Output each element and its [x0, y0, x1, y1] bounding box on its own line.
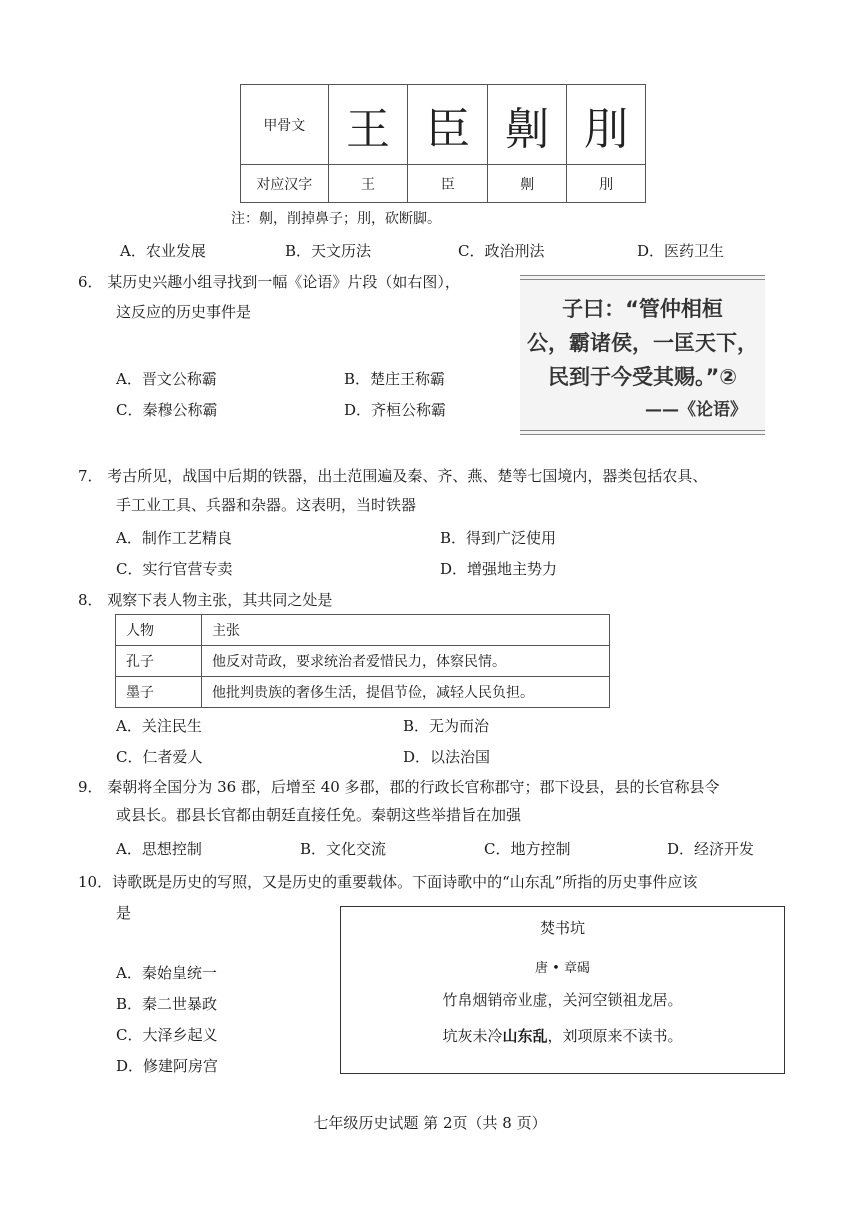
char-cell: 臣 — [408, 165, 488, 203]
char-cell: 劓 — [488, 165, 567, 203]
q9-option-a: A．思想控制 — [116, 840, 202, 858]
oracle-glyph: 臣 — [425, 103, 470, 155]
q5-option-b: B．天文历法 — [285, 242, 372, 260]
q6-option-d: D．齐桓公称霸 — [344, 401, 447, 419]
analects-line: 公，霸诸侯，一匡天下， — [527, 331, 758, 355]
oracle-glyph: 刖 — [584, 103, 629, 155]
q6-option-b: B．楚庄王称霸 — [344, 370, 446, 388]
q8-option-c: C．仁者爱人 — [116, 748, 203, 766]
page-footer: 七年级历史试题 第 2页（共 8 页） — [313, 1114, 547, 1132]
analects-line: 子曰：“管仲相桓 — [562, 297, 723, 321]
q7-stem-line2: 手工业工具、兵器和杂器。这表明，当时铁器 — [116, 496, 417, 514]
row-label-chars: 对应汉字 — [241, 165, 329, 203]
q5-option-d: D．医药卫生 — [637, 242, 725, 260]
analects-source: ——《论语》 — [645, 400, 747, 420]
table-row — [116, 677, 610, 708]
q6-option-c: C．秦穆公称霸 — [116, 401, 218, 419]
analects-line: 民到于今受其赐。”② — [547, 365, 738, 389]
q6-stem-line1: 6． 某历史兴趣小组寻找到一幅《论语》片段（如右图）， — [78, 273, 460, 291]
q10-option-c: C．大泽乡起义 — [116, 1026, 218, 1044]
char-cell: 刖 — [567, 165, 646, 203]
row-label-oracle: 甲骨文 — [241, 85, 329, 165]
q9-option-c: C．地方控制 — [484, 840, 571, 858]
q5-option-c: C．政治刑法 — [458, 242, 545, 260]
q6-option-a: A．晋文公称霸 — [116, 370, 217, 388]
q8-option-d: D．以法治国 — [403, 748, 491, 766]
q9-stem-line1: 9． 秦朝将全国分为 36 郡，后增至 40 多郡，郡的行政长官称郡守；郡下设县，县的长官称县令 — [78, 778, 720, 796]
q10-stem-line1: 10．诗歌既是历史的写照，又是历史的重要载体。下面诗歌中的“山东乱”所指的历史事件应该 — [78, 873, 698, 891]
analects-image — [520, 275, 765, 435]
oracle-glyph: 王 — [346, 103, 391, 155]
q5-option-a: A．农业发展 — [120, 242, 206, 260]
table-row — [116, 646, 610, 677]
poem-box — [340, 906, 785, 1074]
q9-option-d: D．经济开发 — [667, 840, 755, 858]
poem-line-2 — [341, 1025, 784, 1046]
q7-option-a: A．制作工艺精良 — [116, 529, 232, 547]
q10-stem-line2: 是 — [116, 904, 132, 922]
q5-note: 注：劓，削掉鼻子；刖，砍断脚。 — [231, 211, 441, 227]
poem-line-1: 竹帛烟销帝业虚，关河空锁祖龙居。 — [442, 991, 683, 1009]
person-claim: 他批判贵族的奢侈生活，提倡节俭，减轻人民负担。 — [202, 677, 610, 708]
person-name: 孔子 — [116, 646, 202, 677]
q10-option-b: B．秦二世暴政 — [116, 995, 218, 1013]
person-claim: 他反对苛政，要求统治者爱惜民力，体察民情。 — [202, 646, 610, 677]
poem-line-2-pre: 坑灰未冷 — [442, 1027, 503, 1045]
person-name: 墨子 — [116, 677, 202, 708]
char-cell: 王 — [328, 165, 408, 203]
q7-option-d: D．增强地主势力 — [440, 560, 558, 578]
poem-line-2-post: ，刘项原来不读书。 — [547, 1027, 683, 1045]
q7-option-c: C．实行官营专卖 — [116, 560, 233, 578]
q10-option-a: A．秦始皇统一 — [116, 964, 217, 982]
table-header-claim: 主张 — [202, 615, 610, 646]
q8-option-b: B．无为而治 — [403, 717, 490, 735]
q10-option-d: D．修建阿房宫 — [116, 1057, 219, 1075]
q6-stem-line2: 这反应的历史事件是 — [116, 303, 252, 321]
q9-option-b: B．文化交流 — [300, 840, 387, 858]
poem-highlight: 山东乱 — [502, 1027, 548, 1045]
poem-author: 唐 • 章碣 — [535, 961, 590, 976]
q9-stem-line2: 或县长。郡县长官都由朝廷直接任免。秦朝这些举措旨在加强 — [116, 806, 522, 824]
people-table — [115, 614, 610, 708]
q8-option-a: A．关注民生 — [116, 717, 202, 735]
q8-stem: 8． 观察下表人物主张，其共同之处是 — [78, 591, 333, 609]
q7-option-b: B．得到广泛使用 — [440, 529, 557, 547]
oracle-bone-table — [240, 84, 646, 203]
oracle-glyph: 劓 — [505, 103, 550, 155]
poem-title: 焚书坑 — [539, 919, 585, 937]
q7-stem-line1: 7． 考古所见，战国中后期的铁器，出土范围遍及秦、齐、燕、楚等七国境内，器类包括农具、 — [78, 467, 708, 485]
table-header-person: 人物 — [116, 615, 202, 646]
